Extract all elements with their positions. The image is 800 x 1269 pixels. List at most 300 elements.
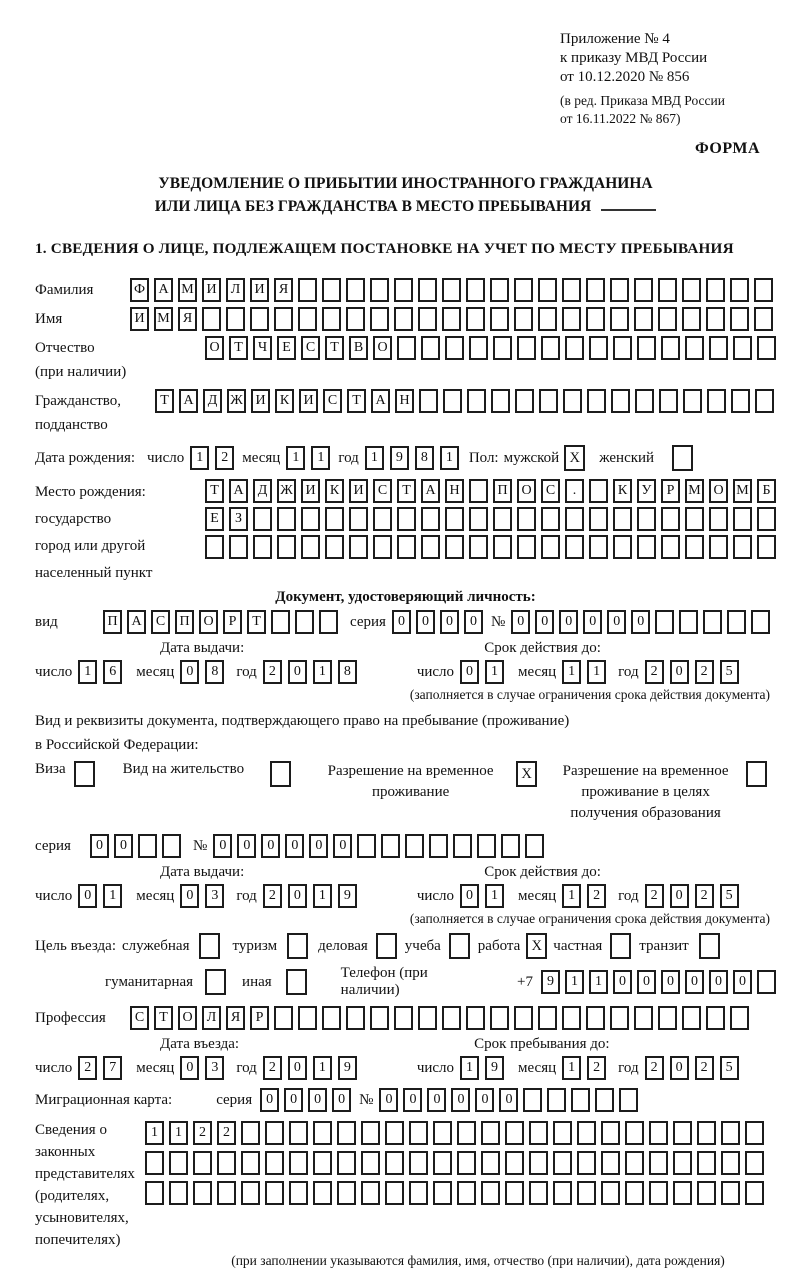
char-cell[interactable] [659,389,678,413]
char-cell[interactable] [313,1121,332,1145]
char-cell[interactable] [577,1121,596,1145]
purpose-business-checkbox[interactable] [376,933,397,959]
char-cell[interactable] [169,1181,188,1205]
char-cell[interactable] [229,535,248,559]
char-cell[interactable]: С [130,1006,149,1030]
char-cell[interactable]: 1 [565,970,584,994]
char-cell[interactable] [634,307,653,331]
char-cell[interactable] [313,1181,332,1205]
char-cell[interactable]: А [179,389,198,413]
char-cell[interactable] [751,610,770,634]
char-cell[interactable]: Ч [253,336,272,360]
char-cell[interactable] [571,1088,590,1112]
char-cell[interactable] [733,336,752,360]
char-cell[interactable] [619,1088,638,1112]
char-cell[interactable]: 0 [670,1056,689,1080]
char-cell[interactable] [385,1151,404,1175]
male-checkbox[interactable]: X [564,445,585,471]
char-cell[interactable]: 6 [103,660,122,684]
char-cell[interactable] [466,1006,485,1030]
char-cell[interactable] [193,1181,212,1205]
char-cell[interactable] [703,610,722,634]
char-cell[interactable]: Ж [227,389,246,413]
char-cell[interactable]: Б [757,479,776,503]
char-cell[interactable] [538,307,557,331]
char-cell[interactable]: 1 [313,884,332,908]
char-cell[interactable]: 0 [333,834,352,858]
char-cell[interactable]: 0 [440,610,459,634]
char-cell[interactable] [325,507,344,531]
char-cell[interactable] [253,507,272,531]
char-cell[interactable] [733,507,752,531]
char-cell[interactable] [541,507,560,531]
char-cell[interactable] [745,1181,764,1205]
char-cell[interactable]: И [130,307,149,331]
char-cell[interactable] [733,535,752,559]
char-cell[interactable] [517,535,536,559]
purpose-study-checkbox[interactable] [449,933,470,959]
char-cell[interactable]: Т [154,1006,173,1030]
char-cell[interactable]: Т [325,336,344,360]
char-cell[interactable] [697,1151,716,1175]
char-cell[interactable] [529,1121,548,1145]
char-cell[interactable] [418,1006,437,1030]
char-cell[interactable]: 0 [464,610,483,634]
char-cell[interactable]: Д [203,389,222,413]
char-cell[interactable] [685,535,704,559]
char-cell[interactable] [730,307,749,331]
char-cell[interactable]: Я [178,307,197,331]
char-cell[interactable] [301,507,320,531]
purpose-transit-checkbox[interactable] [699,933,720,959]
char-cell[interactable]: В [349,336,368,360]
char-cell[interactable]: Т [205,479,224,503]
char-cell[interactable]: 0 [460,884,479,908]
char-cell[interactable]: 9 [485,1056,504,1080]
char-cell[interactable] [637,336,656,360]
char-cell[interactable] [467,389,486,413]
char-cell[interactable]: 2 [263,1056,282,1080]
char-cell[interactable] [349,507,368,531]
char-cell[interactable]: 0 [309,834,328,858]
char-cell[interactable] [346,278,365,302]
char-cell[interactable]: П [493,479,512,503]
char-cell[interactable]: 2 [645,884,664,908]
char-cell[interactable]: 1 [562,660,581,684]
char-cell[interactable] [610,278,629,302]
char-cell[interactable] [319,610,338,634]
char-cell[interactable]: Р [250,1006,269,1030]
char-cell[interactable] [370,1006,389,1030]
char-cell[interactable] [529,1181,548,1205]
char-cell[interactable]: 0 [733,970,752,994]
char-cell[interactable] [457,1151,476,1175]
char-cell[interactable] [419,389,438,413]
char-cell[interactable]: 0 [78,884,97,908]
char-cell[interactable] [265,1181,284,1205]
char-cell[interactable] [682,278,701,302]
char-cell[interactable]: М [178,278,197,302]
char-cell[interactable] [322,1006,341,1030]
char-cell[interactable] [337,1151,356,1175]
char-cell[interactable] [490,307,509,331]
char-cell[interactable] [162,834,181,858]
char-cell[interactable]: И [299,389,318,413]
char-cell[interactable] [562,1006,581,1030]
char-cell[interactable] [421,535,440,559]
char-cell[interactable]: 1 [145,1121,164,1145]
char-cell[interactable] [253,535,272,559]
char-cell[interactable]: О [178,1006,197,1030]
char-cell[interactable] [138,834,157,858]
char-cell[interactable]: 0 [288,660,307,684]
char-cell[interactable]: К [325,479,344,503]
char-cell[interactable] [721,1151,740,1175]
char-cell[interactable] [193,1151,212,1175]
char-cell[interactable] [565,336,584,360]
char-cell[interactable]: 0 [709,970,728,994]
char-cell[interactable]: 0 [403,1088,422,1112]
char-cell[interactable]: 0 [685,970,704,994]
char-cell[interactable]: 1 [169,1121,188,1145]
char-cell[interactable]: 0 [670,884,689,908]
char-cell[interactable] [241,1151,260,1175]
char-cell[interactable] [405,834,424,858]
visa-checkbox[interactable] [74,761,95,787]
char-cell[interactable]: 0 [332,1088,351,1112]
char-cell[interactable] [586,278,605,302]
char-cell[interactable]: 1 [485,884,504,908]
char-cell[interactable] [265,1121,284,1145]
char-cell[interactable]: Е [205,507,224,531]
char-cell[interactable] [625,1181,644,1205]
char-cell[interactable]: 1 [587,660,606,684]
char-cell[interactable]: 0 [288,1056,307,1080]
char-cell[interactable] [421,336,440,360]
char-cell[interactable] [409,1121,428,1145]
char-cell[interactable]: Т [247,610,266,634]
char-cell[interactable]: 2 [587,884,606,908]
char-cell[interactable]: 0 [285,834,304,858]
char-cell[interactable] [490,1006,509,1030]
char-cell[interactable] [637,535,656,559]
char-cell[interactable]: 1 [440,446,459,470]
char-cell[interactable]: 0 [583,610,602,634]
char-cell[interactable] [682,1006,701,1030]
char-cell[interactable] [505,1121,524,1145]
char-cell[interactable] [421,507,440,531]
char-cell[interactable] [673,1181,692,1205]
char-cell[interactable] [490,278,509,302]
char-cell[interactable]: Ф [130,278,149,302]
char-cell[interactable] [673,1121,692,1145]
char-cell[interactable] [661,507,680,531]
char-cell[interactable]: 1 [190,446,209,470]
char-cell[interactable]: 1 [562,1056,581,1080]
char-cell[interactable]: 1 [365,446,384,470]
char-cell[interactable]: 5 [720,884,739,908]
char-cell[interactable] [298,1006,317,1030]
char-cell[interactable] [409,1181,428,1205]
char-cell[interactable] [721,1121,740,1145]
char-cell[interactable]: 8 [205,660,224,684]
char-cell[interactable] [469,507,488,531]
char-cell[interactable]: И [349,479,368,503]
char-cell[interactable] [357,834,376,858]
char-cell[interactable]: Я [274,278,293,302]
char-cell[interactable] [757,507,776,531]
char-cell[interactable] [418,307,437,331]
char-cell[interactable] [697,1181,716,1205]
char-cell[interactable]: 8 [338,660,357,684]
char-cell[interactable] [169,1151,188,1175]
char-cell[interactable] [409,1151,428,1175]
char-cell[interactable] [709,336,728,360]
char-cell[interactable] [226,307,245,331]
char-cell[interactable] [523,1088,542,1112]
char-cell[interactable] [577,1151,596,1175]
char-cell[interactable]: 0 [90,834,109,858]
char-cell[interactable] [277,507,296,531]
char-cell[interactable] [381,834,400,858]
char-cell[interactable] [730,1006,749,1030]
char-cell[interactable] [493,535,512,559]
char-cell[interactable]: 0 [613,970,632,994]
char-cell[interactable] [265,1151,284,1175]
char-cell[interactable]: 2 [645,1056,664,1080]
char-cell[interactable] [649,1151,668,1175]
edu-permit-checkbox[interactable] [746,761,767,787]
char-cell[interactable]: С [323,389,342,413]
char-cell[interactable] [271,610,290,634]
char-cell[interactable]: М [685,479,704,503]
char-cell[interactable]: Н [445,479,464,503]
char-cell[interactable]: Т [155,389,174,413]
char-cell[interactable]: 0 [237,834,256,858]
char-cell[interactable] [529,1151,548,1175]
char-cell[interactable] [565,535,584,559]
char-cell[interactable]: 0 [460,660,479,684]
char-cell[interactable] [539,389,558,413]
char-cell[interactable] [547,1088,566,1112]
char-cell[interactable] [361,1181,380,1205]
char-cell[interactable] [683,389,702,413]
char-cell[interactable]: Д [253,479,272,503]
char-cell[interactable] [493,336,512,360]
char-cell[interactable] [577,1181,596,1205]
char-cell[interactable] [538,278,557,302]
char-cell[interactable] [649,1181,668,1205]
char-cell[interactable] [635,389,654,413]
char-cell[interactable]: 8 [415,446,434,470]
char-cell[interactable] [298,307,317,331]
char-cell[interactable] [563,389,582,413]
char-cell[interactable]: П [103,610,122,634]
char-cell[interactable]: А [154,278,173,302]
char-cell[interactable]: 0 [416,610,435,634]
char-cell[interactable] [613,507,632,531]
char-cell[interactable]: М [154,307,173,331]
char-cell[interactable] [730,278,749,302]
char-cell[interactable]: 9 [541,970,560,994]
char-cell[interactable]: 7 [103,1056,122,1080]
char-cell[interactable]: О [205,336,224,360]
char-cell[interactable] [397,535,416,559]
char-cell[interactable]: 1 [460,1056,479,1080]
char-cell[interactable] [562,307,581,331]
char-cell[interactable] [727,610,746,634]
char-cell[interactable]: 0 [511,610,530,634]
char-cell[interactable]: 2 [263,884,282,908]
char-cell[interactable]: 5 [720,660,739,684]
char-cell[interactable] [145,1151,164,1175]
char-cell[interactable]: А [421,479,440,503]
char-cell[interactable]: 2 [217,1121,236,1145]
char-cell[interactable]: 2 [695,1056,714,1080]
char-cell[interactable] [562,278,581,302]
char-cell[interactable]: О [373,336,392,360]
char-cell[interactable]: Р [661,479,680,503]
char-cell[interactable] [685,336,704,360]
char-cell[interactable] [418,278,437,302]
char-cell[interactable] [289,1121,308,1145]
char-cell[interactable]: 0 [288,884,307,908]
char-cell[interactable] [754,307,773,331]
char-cell[interactable] [601,1151,620,1175]
char-cell[interactable] [466,307,485,331]
char-cell[interactable]: 1 [103,884,122,908]
char-cell[interactable]: Р [223,610,242,634]
char-cell[interactable] [217,1181,236,1205]
char-cell[interactable]: 0 [475,1088,494,1112]
char-cell[interactable] [757,535,776,559]
char-cell[interactable]: А [229,479,248,503]
char-cell[interactable]: 1 [485,660,504,684]
char-cell[interactable] [706,278,725,302]
char-cell[interactable] [370,278,389,302]
char-cell[interactable] [658,1006,677,1030]
char-cell[interactable] [658,278,677,302]
char-cell[interactable] [361,1121,380,1145]
purpose-official-checkbox[interactable] [199,933,220,959]
char-cell[interactable] [637,507,656,531]
char-cell[interactable] [613,336,632,360]
char-cell[interactable] [385,1121,404,1145]
char-cell[interactable]: К [275,389,294,413]
char-cell[interactable]: 2 [695,884,714,908]
char-cell[interactable] [553,1181,572,1205]
char-cell[interactable]: 0 [392,610,411,634]
char-cell[interactable] [613,535,632,559]
char-cell[interactable]: З [229,507,248,531]
char-cell[interactable]: 1 [313,1056,332,1080]
char-cell[interactable]: 0 [114,834,133,858]
char-cell[interactable]: Т [397,479,416,503]
char-cell[interactable] [217,1151,236,1175]
char-cell[interactable] [443,389,462,413]
char-cell[interactable] [433,1181,452,1205]
char-cell[interactable]: 2 [587,1056,606,1080]
char-cell[interactable] [469,479,488,503]
char-cell[interactable] [433,1121,452,1145]
char-cell[interactable]: 1 [286,446,305,470]
char-cell[interactable] [442,307,461,331]
char-cell[interactable] [397,507,416,531]
char-cell[interactable] [706,1006,725,1030]
char-cell[interactable]: Ж [277,479,296,503]
char-cell[interactable]: 0 [213,834,232,858]
char-cell[interactable] [250,307,269,331]
char-cell[interactable]: А [127,610,146,634]
purpose-other-checkbox[interactable] [286,969,307,995]
char-cell[interactable]: Л [226,278,245,302]
char-cell[interactable] [589,535,608,559]
char-cell[interactable] [634,1006,653,1030]
char-cell[interactable] [601,1121,620,1145]
char-cell[interactable]: 2 [645,660,664,684]
char-cell[interactable] [589,479,608,503]
char-cell[interactable] [445,535,464,559]
char-cell[interactable] [685,507,704,531]
char-cell[interactable] [469,535,488,559]
char-cell[interactable]: И [251,389,270,413]
char-cell[interactable]: О [709,479,728,503]
purpose-tourism-checkbox[interactable] [287,933,308,959]
char-cell[interactable] [301,535,320,559]
char-cell[interactable]: 0 [308,1088,327,1112]
char-cell[interactable] [709,507,728,531]
char-cell[interactable]: Я [226,1006,245,1030]
char-cell[interactable] [754,278,773,302]
char-cell[interactable] [322,307,341,331]
char-cell[interactable]: 1 [313,660,332,684]
char-cell[interactable] [757,336,776,360]
char-cell[interactable]: М [733,479,752,503]
char-cell[interactable] [469,336,488,360]
char-cell[interactable] [322,278,341,302]
char-cell[interactable]: 0 [180,660,199,684]
char-cell[interactable]: С [541,479,560,503]
char-cell[interactable]: 0 [451,1088,470,1112]
char-cell[interactable] [442,278,461,302]
char-cell[interactable]: 0 [559,610,578,634]
char-cell[interactable] [370,307,389,331]
char-cell[interactable]: 0 [607,610,626,634]
char-cell[interactable] [491,389,510,413]
char-cell[interactable]: 0 [180,1056,199,1080]
char-cell[interactable]: 9 [338,884,357,908]
char-cell[interactable] [745,1151,764,1175]
char-cell[interactable]: 2 [215,446,234,470]
char-cell[interactable] [274,1006,293,1030]
char-cell[interactable]: С [373,479,392,503]
char-cell[interactable] [481,1121,500,1145]
char-cell[interactable] [610,1006,629,1030]
char-cell[interactable] [241,1121,260,1145]
char-cell[interactable] [625,1151,644,1175]
char-cell[interactable] [658,307,677,331]
char-cell[interactable]: 2 [193,1121,212,1145]
char-cell[interactable] [205,535,224,559]
char-cell[interactable] [679,610,698,634]
char-cell[interactable] [397,336,416,360]
char-cell[interactable] [493,507,512,531]
char-cell[interactable]: 2 [695,660,714,684]
char-cell[interactable]: Т [229,336,248,360]
char-cell[interactable] [346,307,365,331]
char-cell[interactable]: Т [347,389,366,413]
char-cell[interactable]: 0 [261,834,280,858]
